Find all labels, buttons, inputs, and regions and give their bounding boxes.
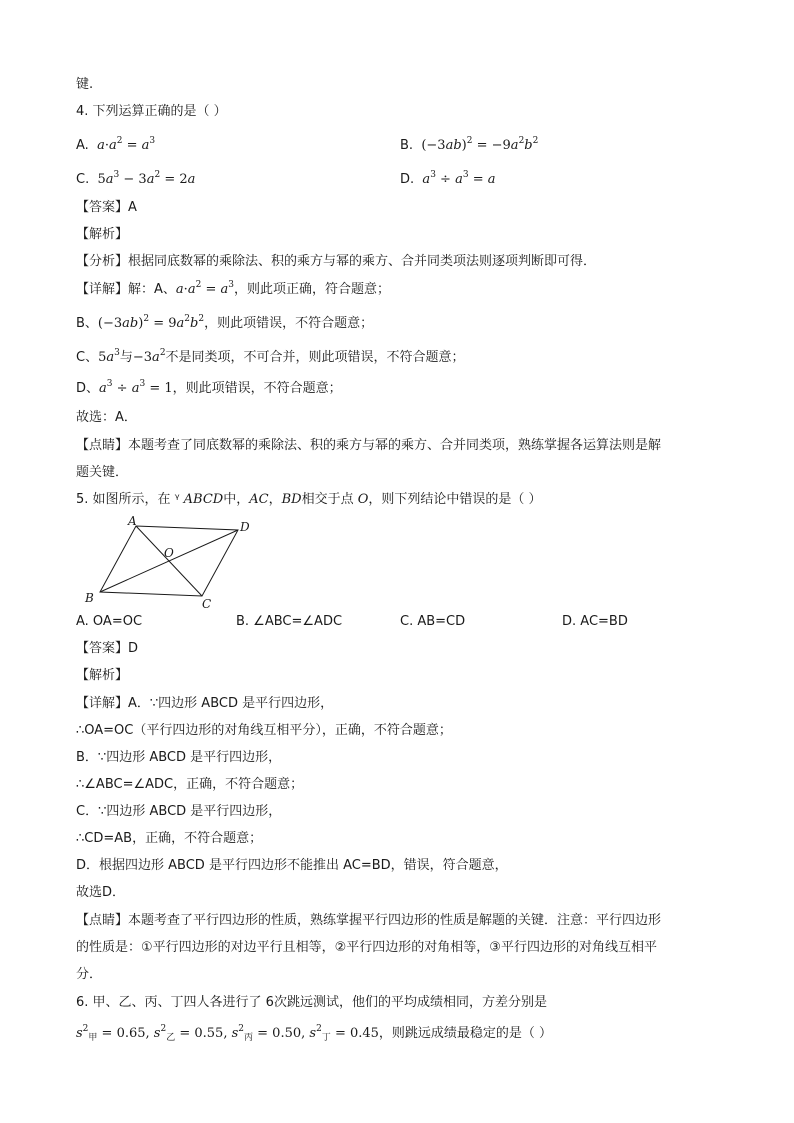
- vertex-label-a: A: [128, 514, 137, 528]
- math-expression: $a^3 \div a^3 = 1$: [99, 379, 173, 396]
- math-expression: $a\cdot a^2 = a^3$: [175, 280, 234, 297]
- choice-line: 故选：A．: [76, 410, 137, 425]
- center-label-o: O: [164, 546, 174, 560]
- detail-line: D．根据四边形 ABCD 是平行四边形不能推出 AC=BD，错误，符合题意，: [76, 858, 508, 873]
- analysis-heading: 【解析】: [76, 668, 129, 683]
- detail-line-c: C、$5a^3$与$-3a^2$不是同类项，不可合并，则此项错误，不符合题意；: [76, 348, 465, 365]
- q5-option-c: C. AB=CD: [400, 614, 466, 629]
- q5-option-a: A. OA=OC: [76, 614, 143, 629]
- vertex-label-d: D: [240, 520, 250, 534]
- q5-option-b: B. ∠ABC=∠ADC: [236, 614, 343, 629]
- comment-line: 的性质是：①平行四边形的对边平行且相等，②平行四边形的对角相等，③平行四边形的对角线互相平: [76, 940, 657, 955]
- question-4-stem: 4. 下列运算正确的是（ ）: [76, 104, 227, 119]
- math-expression: $5a^3 - 3a^2 = 2a$: [97, 170, 196, 187]
- analysis-heading: 【解析】: [76, 227, 129, 242]
- math-expression: $a\cdot a^2 = a^3$: [97, 136, 156, 153]
- q4-option-c: C. $5a^3 - 3a^2 = 2a$: [76, 170, 196, 187]
- comment-line: 【点睛】本题考查了同底数幂的乘除法、积的乘方与幂的乘方、合并同类项，熟练掌握各运算法则是解: [76, 438, 662, 453]
- detail-line: B．∵四边形 ABCD 是平行四边形，: [76, 750, 282, 765]
- q5-option-d: D. AC=BD: [562, 614, 628, 629]
- comment-line: 题关键．: [76, 465, 129, 480]
- math-expression: $s^2_甲 = 0.65$, $s^2_乙 = 0.55$, $s^2_丙 = 0.50$, $s^2_丁 = 0.45$: [76, 1024, 379, 1043]
- comment-line: 分．: [76, 967, 103, 982]
- detail-line-b: B、$(-3ab)^2 = 9a^2b^2$，则此项错误，不符合题意；: [76, 314, 374, 331]
- text-line: 键.: [76, 77, 94, 92]
- math-expression: $a^3 \div a^3 = a$: [422, 170, 496, 187]
- q4-option-d: D. $a^3 \div a^3 = a$: [400, 170, 496, 187]
- parallelogram-figure: [80, 512, 260, 608]
- math-expression: $5a^3$: [98, 348, 120, 365]
- analysis-text: 【分析】根据同底数幂的乘除法、积的乘方与幂的乘方、合并同类项法则逐项判断即可得．: [76, 254, 597, 269]
- diagonal-bd: [100, 530, 238, 592]
- question-5-stem: 5. 如图所示，在 ᵞ ABCD中，AC，BD相交于点 O，则下列结论中错误的是（ ）: [76, 492, 542, 507]
- math-expression: $(-3ab)^2 = -9a^2b^2$: [421, 136, 539, 153]
- detail-line-d: D、$a^3 \div a^3 = 1$，则此项错误，不符合题意；: [76, 379, 342, 396]
- detail-line: C．∵四边形 ABCD 是平行四边形，: [76, 804, 282, 819]
- comment-line: 【点睛】本题考查了平行四边形的性质，熟练掌握平行四边形的性质是解题的关键．注意：平行四边形: [76, 913, 662, 928]
- detail-line: ∴∠ABC=∠ADC，正确，不符合题意；: [76, 777, 304, 792]
- question-6-variances: $s^2_甲 = 0.65$, $s^2_乙 = 0.55$, $s^2_丙 = 0.50$, $s^2_丁 = 0.45$，则跳远成绩最稳定的是（ ）: [76, 1024, 553, 1043]
- detail-line-a: 【详解】解：A、$a\cdot a^2 = a^3$，则此项正确，符合题意；: [76, 280, 390, 297]
- q4-option-b: B. $(-3ab)^2 = -9a^2b^2$: [400, 136, 539, 153]
- math-expression: $-3a^2$: [132, 348, 166, 365]
- math-expression: $(-3ab)^2 = 9a^2b^2$: [97, 314, 205, 331]
- question-6-stem: 6. 甲、乙、丙、丁四人各进行了 6次跳远测试，他们的平均成绩相同，方差分别是: [76, 995, 547, 1010]
- answer-line: 【答案】D: [76, 641, 139, 656]
- detail-line: ∴CD=AB，正确，不符合题意；: [76, 831, 263, 846]
- choice-line: 故选D．: [76, 885, 126, 900]
- vertex-label-b: B: [85, 591, 94, 605]
- answer-line: 【答案】A: [76, 200, 137, 215]
- detail-line: ∴OA=OC（平行四边形的对角线互相平分），正确，不符合题意；: [76, 723, 452, 738]
- vertex-label-c: C: [202, 597, 212, 608]
- detail-line: 【详解】A．∵四边形 ABCD 是平行四边形，: [76, 696, 334, 711]
- q4-option-a: A. $a\cdot a^2 = a^3$: [76, 136, 156, 153]
